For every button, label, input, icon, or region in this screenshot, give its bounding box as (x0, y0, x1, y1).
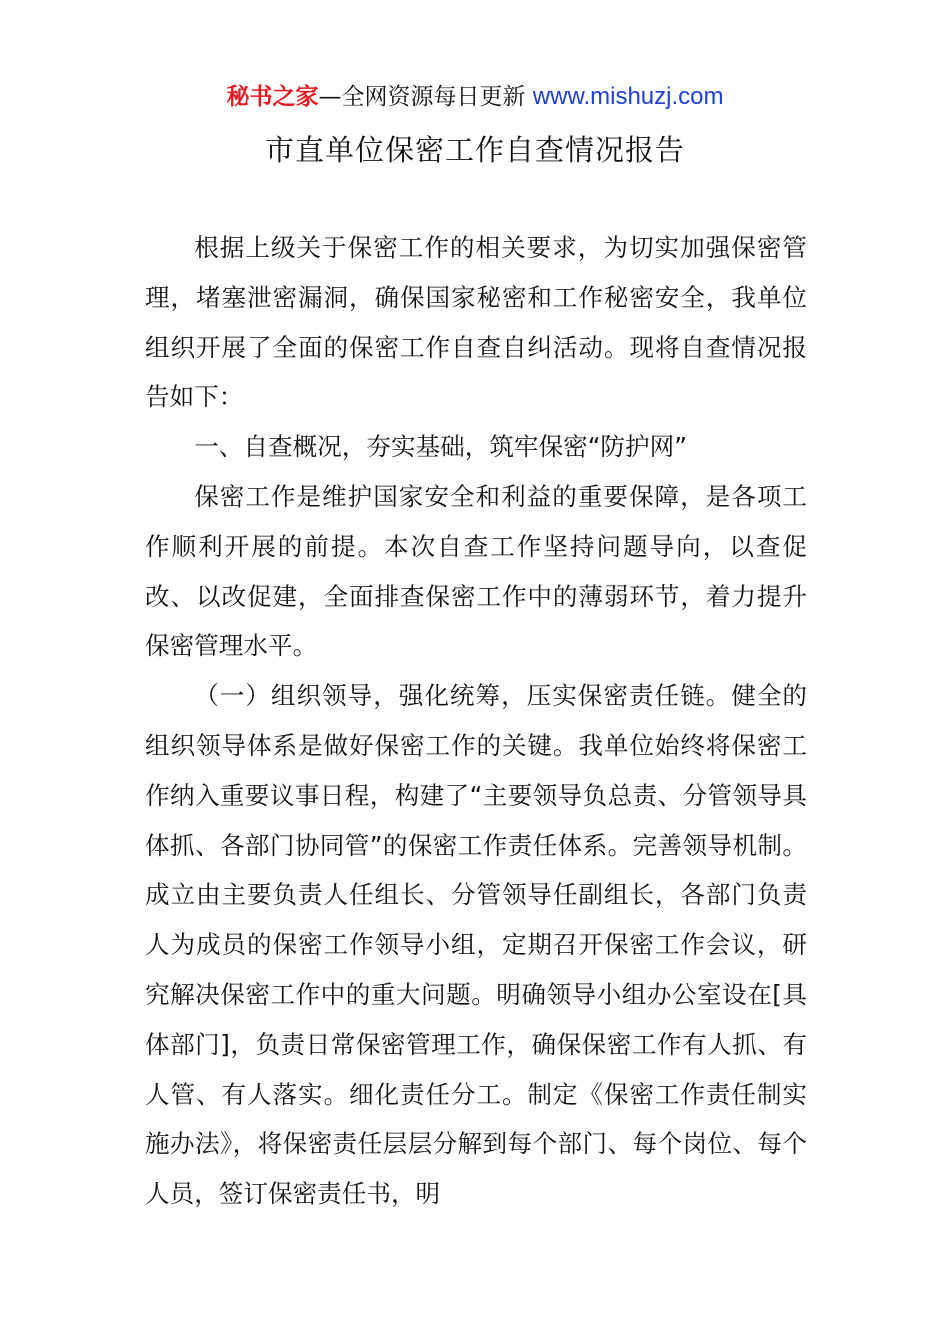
intro-paragraph: 根据上级关于保密工作的相关要求，为切实加强保密管理，堵塞泄密漏洞，确保国家秘密和工作秘密安全，我单位组织开展了全面的保密工作自查自纠活动。现将自查情况报告如下： (145, 233, 807, 412)
subsection-1-paragraph: （一）组织领导，强化统筹，压实保密责任链。健全的组织领导体系是做好保密工作的关键。我单位始终将保密工作纳入重要议事日程，构建了“主要领导负总责、分管领导具体抓、各部门协同管”的保密工作责任体系。完善领导机制。成立由主要负责人任组长、分管领导任副组长，各部门负责人为成员的保密工作领导小组，定期召开保密工作会议，研究解决保密工作中的重大问题。明确领导小组办公室设在[具体部门]，负责日常保密管理工作，确保保密工作有人抓、有人管、有人落实。细化责任分工。制定《保密工作责任制实施办法》，将保密责任层层分解到每个部门、每个岗位、每个人员，签订保密责任书，明 (145, 681, 807, 1209)
brand-name: 秘书之家 (226, 84, 319, 110)
document-body (145, 223, 807, 1219)
section-1-paragraph: 保密工作是维护国家安全和利益的重要保障，是各项工作顺利开展的前提。本次自查工作坚持问题导向，以查促改、以改促建，全面排查保密工作中的薄弱环节，着力提升保密管理水平。 (145, 481, 807, 661)
section-heading-1: 一、自查概况，夯实基础，筑牢保密“防护网” (194, 432, 687, 462)
site-url-link[interactable]: www.mishuzj.com (532, 83, 724, 110)
document-title: 市直单位保密工作自查情况报告 (264, 133, 685, 167)
header-tagline: —全网资源每日更新 (318, 84, 533, 110)
site-header (0, 80, 950, 114)
